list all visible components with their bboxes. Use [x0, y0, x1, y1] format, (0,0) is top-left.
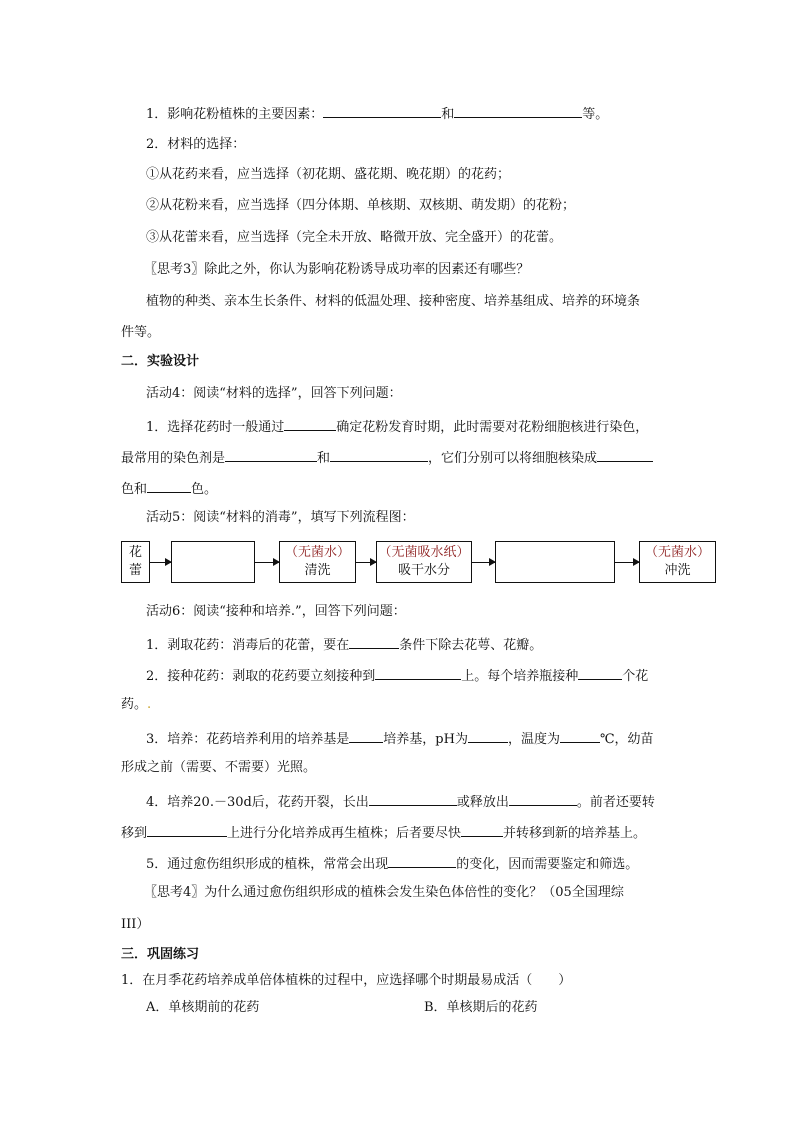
mcq-1-option-a[interactable]: A．单核期前的花药	[146, 1000, 260, 1015]
stray-dot: .	[147, 697, 152, 712]
blank-factor-2[interactable]	[454, 103, 582, 118]
activity-5-heading: 活动5：阅读“材料的消毒”，填写下列流程图：	[146, 510, 415, 525]
blank-count[interactable]	[578, 665, 622, 680]
q-inoculate-text-b: 上。每个培养瓶接种	[461, 669, 579, 684]
q-split-text-d: 移到	[121, 826, 148, 841]
q-stain-line-3	[121, 478, 217, 499]
q-culture-line-1	[146, 728, 654, 749]
flow-arrow-4	[472, 562, 495, 563]
think-4-line-2: III）	[121, 917, 150, 932]
q-culture-text-d: ℃，幼苗	[599, 732, 654, 747]
q-factors-text: 1．影响花粉植株的主要因素：	[146, 107, 324, 122]
flow-bud-char-1: 花	[128, 545, 142, 560]
mcq-1-question: 1．在月季花药培养成单倍体植株的过程中，应选择哪个时期最易成活（ ）	[121, 973, 572, 988]
think-3-answer-line-1: 植物的种类、亲本生长条件、材料的低温处理、接种密度、培养基组成、培养的环境条	[146, 294, 641, 309]
blank-product-1[interactable]	[369, 791, 457, 806]
choice-pollen: ②从花粉来看，应当选择（四分体期、单核期、双核期、萌发期）的花粉；	[146, 198, 576, 213]
blank-medium[interactable]	[375, 665, 461, 680]
flow-rinse-note: （无菌水）	[284, 545, 350, 560]
q-split-line-1	[146, 791, 655, 812]
flow-box-bud	[121, 541, 150, 583]
blank-color-2[interactable]	[147, 478, 191, 493]
q-split-line-2	[121, 822, 646, 843]
activity-4-heading: 活动4：阅读“材料的选择”，回答下列问题：	[146, 386, 402, 401]
section-2-title: 二．实验设计	[121, 354, 200, 369]
q-split-text-b: 或释放出	[456, 795, 509, 810]
blank-factor-1[interactable]	[323, 103, 441, 118]
q-stain-text-e: ，它们分别可以将细胞核染成	[428, 451, 598, 466]
q-ploidy-text-b: 的变化，因而需要鉴定和筛选。	[456, 857, 639, 872]
blank-temperature[interactable]	[560, 728, 600, 743]
flow-flush-label: 冲洗	[664, 563, 691, 578]
q-inoculate-line-1	[146, 665, 648, 686]
choice-anther: ①从花药来看，应当选择（初花期、盛花期、晚花期）的花药；	[146, 167, 511, 182]
q-stain-text-a: 1．选择花药时一般通过	[146, 420, 285, 435]
q-stain-text-d: 和	[317, 451, 331, 466]
think-4-line-1: 〖思考4〗为什么通过愈伤组织形成的植株会发生染色体倍性的变化？（05全国理综	[144, 885, 624, 900]
q-split-text-a: 4．培养20.－30d后，花药开裂，长出	[146, 795, 369, 810]
q-inoculate-text-c: 个花	[622, 669, 649, 684]
q-factors-line	[146, 103, 608, 124]
blank-transfer-medium[interactable]	[147, 822, 227, 837]
blank-stain-2[interactable]	[330, 447, 428, 462]
flow-dry-label: 吸干水分	[397, 563, 450, 578]
flow-flush-note: （无菌水）	[644, 545, 710, 560]
q-strip-text-b: 条件下除去花萼、花瓣。	[399, 638, 543, 653]
q-stain-text-c: 最常用的染色剂是	[121, 451, 226, 466]
blank-method[interactable]	[284, 416, 336, 431]
q-strip-text-a: 1．剥取花药：消毒后的花蕾，要在	[146, 638, 350, 653]
mcq-1-option-b[interactable]: B．单核期后的花药	[424, 1000, 538, 1015]
flow-box-blank-1[interactable]	[171, 541, 255, 583]
q-culture-text-a: 3．培养：花药培养利用的培养基是	[146, 732, 350, 747]
think-3-answer-line-2: 件等。	[121, 325, 161, 340]
q-split-text-f: 并转移到新的培养基上。	[503, 826, 647, 841]
blank-change[interactable]	[388, 853, 456, 868]
q-culture-text-b: 培养基，pH为	[383, 732, 468, 747]
blank-action[interactable]	[461, 822, 503, 837]
flow-arrow-2	[255, 562, 279, 563]
flow-box-flush	[639, 541, 716, 583]
blank-condition[interactable]	[349, 634, 399, 649]
q-split-text-e: 上进行分化培养成再生植株；后者要尽快	[227, 826, 462, 841]
flow-box-rinse	[279, 541, 356, 583]
q-ploidy-line	[146, 853, 638, 874]
activity-6-heading: 活动6：阅读“接种和培养.”，回答下列问题：	[146, 604, 406, 619]
flow-box-blank-2[interactable]	[495, 541, 615, 583]
q-stain-text-f: 色和	[121, 482, 148, 497]
flow-box-dry	[376, 541, 472, 583]
flow-dry-note: （无菌吸水纸）	[378, 545, 470, 560]
flow-bud-char-2: 蕾	[128, 563, 142, 578]
think-3-question: 〖思考3〗除此之外，你认为影响花粉诱导成功率的因素还有哪些？	[144, 262, 530, 277]
blank-color-1[interactable]	[597, 447, 653, 462]
blank-stain-1[interactable]	[225, 447, 317, 462]
q-inoculate-text-a: 2．接种花药：剥取的花药要立刻接种到	[146, 669, 376, 684]
blank-medium-type[interactable]	[349, 728, 383, 743]
flow-arrow-1	[150, 562, 171, 563]
material-choice-heading: 2．材料的选择：	[146, 137, 246, 152]
q-factors-etc: 等。	[582, 107, 609, 122]
q-stain-text-b: 确定花粉发育时期，此时需要对花粉细胞核进行染色，	[336, 420, 649, 435]
q-strip-line	[146, 634, 542, 655]
q-culture-line-2: 形成之前（需要、不需要）光照。	[121, 760, 317, 775]
choice-bud: ③从花蕾来看，应当选择（完全未开放、略微开放、完全盛开）的花蕾。	[146, 230, 563, 245]
q-factors-and: 和	[441, 107, 455, 122]
q-stain-text-g: 色。	[191, 482, 218, 497]
blank-product-2[interactable]	[509, 791, 577, 806]
flow-rinse-label: 清洗	[304, 563, 331, 578]
q-stain-line-2	[121, 447, 653, 468]
q-split-text-c: 。前者还要转	[576, 795, 655, 810]
q-ploidy-text-a: 5．通过愈伤组织形成的植株，常常会出现	[146, 857, 389, 872]
q-inoculate-line-2	[121, 696, 151, 714]
blank-ph[interactable]	[468, 728, 508, 743]
q-culture-text-c: ，温度为	[507, 732, 560, 747]
q-stain-line-1	[146, 416, 648, 437]
flow-arrow-3	[356, 562, 376, 563]
section-3-title: 三．巩固练习	[121, 947, 200, 962]
q-inoculate-text-d: 药。	[121, 697, 148, 712]
flow-arrow-5	[615, 562, 639, 563]
